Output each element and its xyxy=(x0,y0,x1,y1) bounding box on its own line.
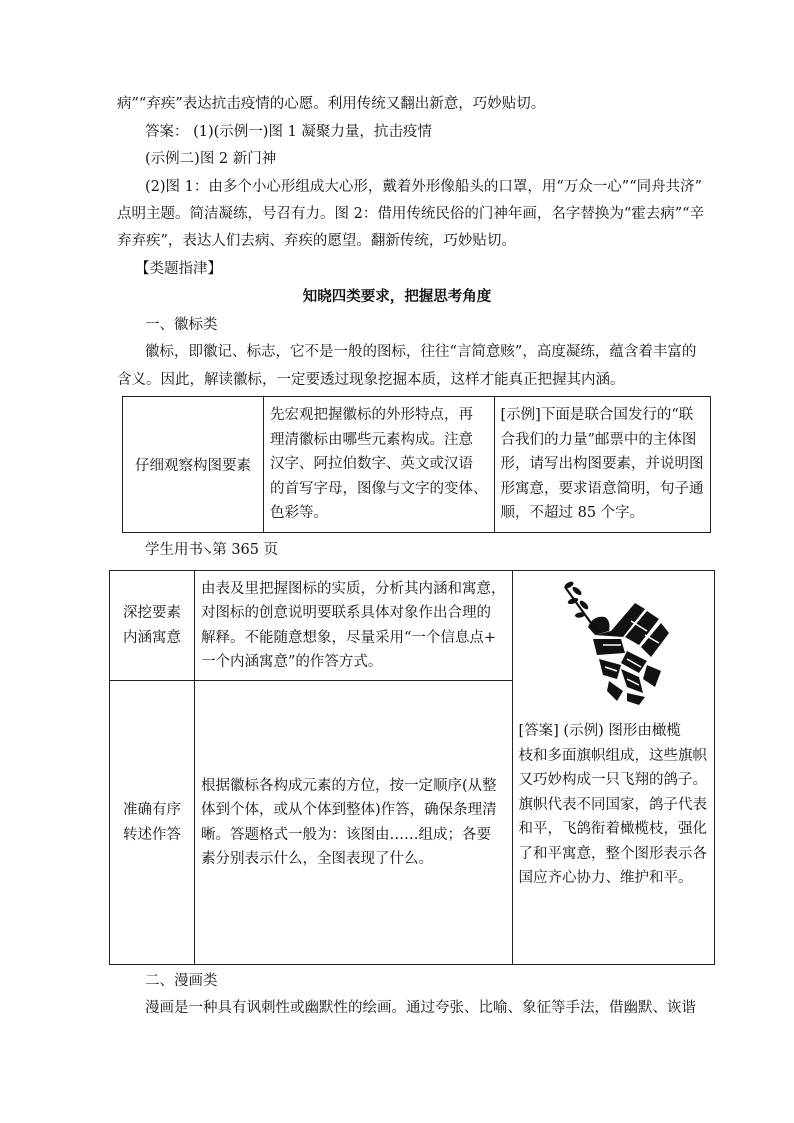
page-ref-arrow-icon: ↘ xyxy=(203,544,213,557)
table2-answer-line: [答案] (示例) 图形由橄榄 xyxy=(518,723,681,739)
table1-example-line: 形寓意，要求语意简明，句子通 xyxy=(500,480,704,497)
table2-row2-desc-line: 素分别表示什么，全图表现了什么。 xyxy=(201,851,433,867)
explanation-line-3: 弃弃疾”，表达人们去病、弃疾的愿望。翻新传统，巧妙贴切。 xyxy=(117,233,516,249)
section2-heading: 二、漫画类 xyxy=(145,973,218,989)
table1-example-line: [示例]下面是联合国发行的“联 xyxy=(500,407,694,424)
table1-label: 仔细观察构图要素 xyxy=(135,458,251,474)
table2-row1-desc-line: 对图标的创意说明要联系具体对象作出合理的 xyxy=(201,605,491,621)
table1-desc-line: 理清徽标由哪些元素构成。注意 xyxy=(270,431,473,448)
explanation-line-1: (2)图 1：由多个小心形组成大心形，戴着外形像船头的口罩，用“万众一心”“同舟共济” xyxy=(145,179,703,195)
table1-example-cell xyxy=(494,397,710,533)
table2-row1-label-line: 深挖要素 xyxy=(123,605,181,621)
table2-row2-desc-line: 晰。答题格式一般为：该图由……组成；各要 xyxy=(201,826,491,843)
table2-row1-label-cell xyxy=(110,571,195,681)
section1-para-line-1: 徽标，即徽记、标志，它不是一般的图标，往往“言简意赅”，高度凝练，蕴含着丰富的 xyxy=(145,344,697,360)
table2-row2-desc-line: 根据徽标各构成元素的方位，按一定顺序(从整 xyxy=(201,777,497,794)
table1-label-cell xyxy=(123,397,264,533)
table2-answer-text xyxy=(519,719,708,891)
table2-answer-line: 国应齐心协力、维护和平。 xyxy=(518,870,693,886)
section1-para-line-2: 含义。因此，解读徽标，一定要透过现象挖掘本质，这样才能真正把握其内涵。 xyxy=(117,372,625,388)
answer-line-1: 答案： (1)(示例一)图 1 凝聚力量，抗击疫情 xyxy=(145,124,432,140)
table2-row2-label-line: 转述作答 xyxy=(123,826,181,843)
explanation-line-2: 点明主题。简洁凝练，号召有力。图 2：借用传统民俗的门神年画，名字替换为“霍去病”“辛 xyxy=(117,206,705,222)
table2-row1-label-line: 内涵寓意 xyxy=(123,629,181,646)
table1-desc-line: 汉字、阿拉伯数字、英文或汉语 xyxy=(270,456,473,473)
table-emblem-method xyxy=(109,570,715,965)
table2-row1-desc-cell xyxy=(195,571,513,681)
section-header: 【类题指津】 xyxy=(135,261,222,277)
table2-row1-desc-line: 由表及里把握图标的实质，分析其内涵和寓意， xyxy=(201,580,506,597)
center-title: 知晓四类要求，把握思考角度 xyxy=(302,288,492,305)
table1-desc-cell xyxy=(264,397,495,533)
table2-row1-desc-line: 解释。不能随意想象，尽量采用“一个信息点+ xyxy=(201,629,497,646)
table1-desc-line: 先宏观把握徽标的外形特点，再 xyxy=(270,407,473,424)
table2-row2-desc-cell xyxy=(195,681,513,965)
section2-para-line-1: 漫画是一种具有讽刺性或幽默性的绘画。通过夸张、比喻、象征等手法，借幽默、诙谐 xyxy=(145,1000,696,1016)
table2-answer-cell xyxy=(512,571,714,965)
table1-desc-line: 色彩等。 xyxy=(270,505,328,522)
table1-example-line: 合我们的力量”邮票中的主体图 xyxy=(500,431,697,448)
table1-example-line: 形，请写出构图要素，并说明图 xyxy=(500,456,704,473)
table2-answer-line: 旗帜代表不同国家，鸽子代表 xyxy=(518,796,707,813)
answer-line-2: (示例二)图 2 新门神 xyxy=(145,151,277,167)
dove-emblem-figure xyxy=(519,571,708,705)
table2-row1-desc-line: 一个内涵寓意”的作答方式。 xyxy=(201,654,383,670)
page-ref-label: 学生用书 xyxy=(145,542,203,558)
page-ref-number: 第 365 页 xyxy=(212,542,279,558)
table2-answer-line: 和平，飞鸽衔着橄榄枝，强化 xyxy=(518,821,707,837)
table-compose-elements xyxy=(122,396,711,533)
table2-row2-label-line: 准确有序 xyxy=(123,802,181,818)
table2-answer-line: 又巧妙构成一只飞翔的鸽子。 xyxy=(518,772,707,788)
intro-line-1: 病”“弃疾”表达抗击疫情的心愿。利用传统又翻出新意，巧妙贴切。 xyxy=(117,96,546,112)
peace-dove-icon xyxy=(543,575,683,705)
page-reference xyxy=(145,539,278,562)
table2-answer-line: 了和平寓意，整个图形表示各 xyxy=(518,845,707,862)
section1-heading: 一、徽标类 xyxy=(145,317,218,333)
table1-desc-line: 的首写字母，图像与文字的变体、 xyxy=(270,480,488,497)
table2-row2-desc-line: 体到个体，或从个体到整体)作答，确保条理清 xyxy=(201,802,497,818)
table2-row2-label-cell xyxy=(110,681,195,965)
table2-answer-line: 枝和多面旗帜组成，这些旗帜 xyxy=(518,747,707,764)
table1-example-line: 顺，不超过 85 个字。 xyxy=(500,505,645,522)
